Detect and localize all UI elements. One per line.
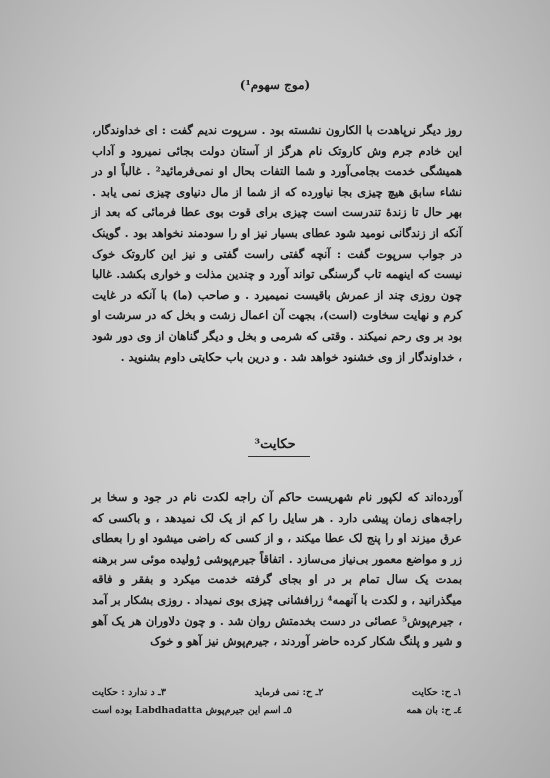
footnote-2: ٢ـ ح: نمی فرماید (254, 687, 324, 698)
footnote-5: ٥ـ اسم این جیرم‌پوش Labdhadatta بوده است (92, 705, 292, 716)
footnote-3: ٣ـ د ندارد : حکایت (92, 687, 166, 698)
section-title: (موج سهوم¹) (239, 78, 311, 92)
paragraph-1: روز دیگر نرپاهدت با الکارون نشسته بود . سرپوت ندیم گفت : ای خداوندگار، این خادم جرم وش کاروتک نام هرگز از آستان دولت بجائی نمیرود و آداب همیشگی خدمت بجامی‌آورد و شما التفات بحال او نمی‌فرمائید² . غالباً او در نشاء سابق هیچ چیزی بجا نیاورده که از شما از مال دنیاوی چیزی نمی یابد . بهر حال تا زندهٔ تندرست است چیزی برای قوت بوی عطا فرمائی که بعد از آنکه از زندگانی نومید شود عطای بسیار نیز او را سودمند نخواهد بود . گوینک در جواب سرپوت گفت : آنچه گفتی راست گفتی و نیز این کاروتک خوک نیست که اینهمه تاب گرسنگی تواند آورد و چندین مذلت و خواری بکشد. غالبا چون روزی چند از عمرش باقیست نمیمیرد . و صاحب (ما) با آنکه در غایت کرم و نهایت سخاوت (است)، بجهت آن اعمال زشت و بخل که در سرشت او بود بر وی رحم نمیکند . وقتی که شرمی و بخل و دیگر گناهان از وی دور شود ، خداوندگار از وی خشنود خواهد شد . و درین باب حکایتی داوم بشنوید . (92, 123, 462, 364)
heading-underline (248, 456, 310, 457)
footnotes (92, 684, 462, 720)
story-heading: حکایت³ (254, 437, 296, 452)
paragraph-2: آورده‌اند که لکپور نام شهریست حاکم آن راجه لکدت نام در جود و سخا بر راجه‌های زمان پیشی دارد . هر سایل را کم از یک لک نمیدهد ، و باکسی که عرق میزند او را پنج لک عطا میکند ، و از کسی که راضی میشود او را بعطای زر و مواضع معمور بی‌نیاز می‌سازد . اتفاقاً جیرم‌پوشی ژولیده موئی سر برهنه بمدت یک سال تمام بر در او بجای گرفته خدمت میکرد و بفقر و فاقه میگذرانید ، و لکدت با آنهمه⁴ زرافشانی چیزی بوی نمیداد . روزی بشکار بر آمد ، جیرم‌پوش⁵ عصائی در دست بخدمتش روان شد . و چون دلاوران هر یک آهو و شیر و پلنگ شکار کرده حاضر آوردند ، جیرم‌پوش نیز آهو و خوک (92, 490, 462, 649)
footnote-1: ١ـ ح: حکایت (411, 687, 462, 698)
footnote-row (92, 684, 462, 702)
footnote-row (92, 702, 462, 720)
footnote-4: ٤ـ ح: بان همه (406, 705, 462, 716)
